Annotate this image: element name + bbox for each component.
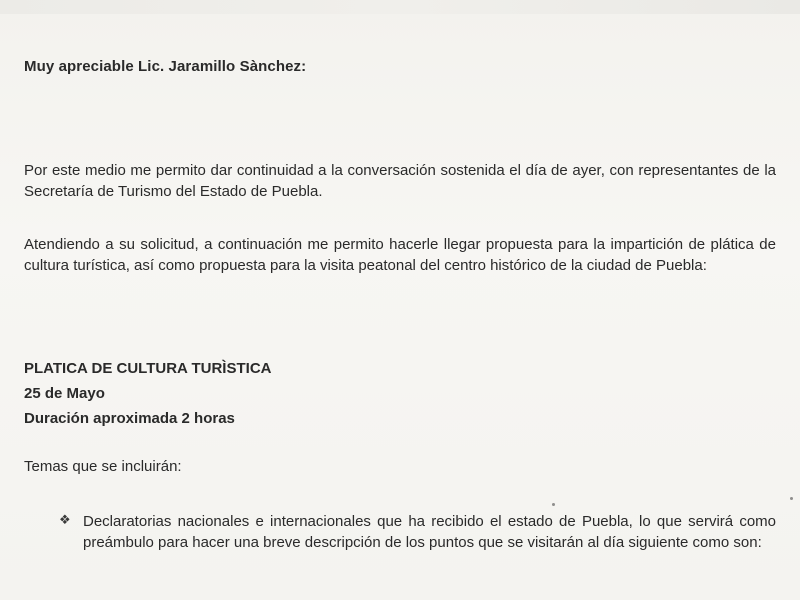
scan-speck — [552, 503, 555, 506]
bullet-text: Declaratorias nacionales e internacionales que ha recibido el estado de Puebla, lo que servirá como preámbulo para hacer una breve descripción de los puntos que se visitarán al día siguiente como son: — [83, 513, 776, 551]
themes-label: Temas que se incluirán: — [24, 458, 182, 475]
paragraph-intro: Por este medio me permito dar continuidad a la conversación sostenida el día de ayer, con representantes de la Secretaría de Turismo del Estado de Puebla. — [24, 162, 776, 200]
section-duration: Duración aproximada 2 horas — [24, 410, 235, 427]
section-title: PLATICA DE CULTURA TURÌSTICA — [24, 360, 272, 377]
section-date: 25 de Mayo — [24, 385, 105, 402]
diamond-dots-icon: ❖ — [59, 512, 71, 527]
paragraph-request: Atendiendo a su solicitud, a continuación me permito hacerle llegar propuesta para la impartición de plática de cultura turística, así como propuesta para la visita peatonal del centro histórico de la ciudad de Puebla: — [24, 236, 776, 274]
page-edge — [0, 0, 800, 14]
scan-speck — [790, 497, 793, 500]
salutation: Muy apreciable Lic. Jaramillo Sànchez: — [24, 58, 307, 75]
